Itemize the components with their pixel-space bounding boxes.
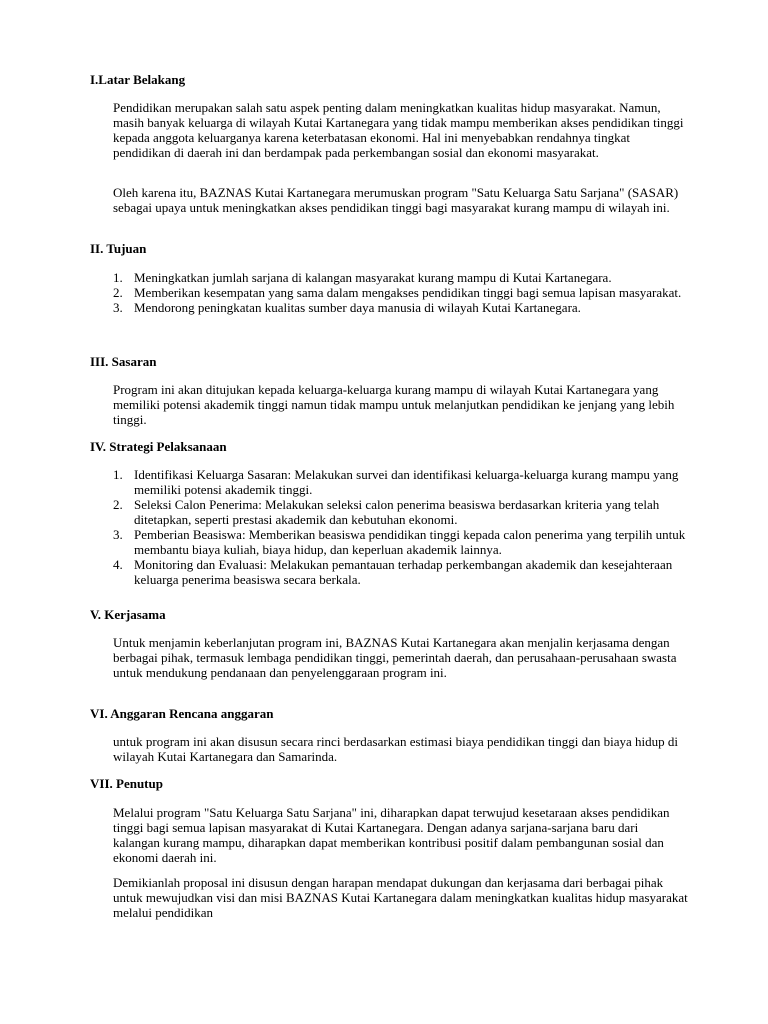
section-heading-kerjasama: V. Kerjasama [90, 607, 166, 622]
section-heading-latar-belakang: I.Latar Belakang [90, 72, 186, 87]
list-item-text: Memberikan kesempatan yang sama dalam mengakses pendidikan tinggi bagi semua lapisan masyarakat. [134, 285, 682, 300]
paragraph-latar-belakang-2: Oleh karena itu, BAZNAS Kutai Kartanegara merumuskan program "Satu Keluarga Satu Sarjana" (SASAR) sebagai upaya untuk meningkatkan akses pendidikan tinggi bagi masyarakat kurang mampu di wilayah ini. [113, 185, 679, 215]
list-item [113, 270, 688, 285]
list-item-text: Monitoring dan Evaluasi: Melakukan pemantauan terhadap perkembangan akademik dan kesejahteraan keluarga penerima beasiswa secara berkala. [134, 557, 673, 587]
list-item [113, 497, 688, 527]
list-number: 3. [113, 300, 123, 315]
list-number: 3. [113, 527, 123, 542]
section-heading-tujuan: II. Tujuan [90, 241, 147, 256]
list-item [113, 285, 688, 300]
list-number: 1. [113, 270, 123, 285]
paragraph-penutup-1: Melalui program "Satu Keluarga Satu Sarjana" ini, diharapkan dapat terwujud kesetaraan akses pendidikan tinggi bagi semua lapisan masyarakat di Kutai Kartanegara. Dengan adanya sarjana-sarjana baru dari kalangan kurang mampu, diharapkan dapat memberikan kontribusi positif dalam pembangunan sosial dan ekonomi daerah ini. [113, 805, 670, 865]
strategi-list [113, 467, 688, 587]
list-number: 2. [113, 497, 123, 512]
paragraph-penutup-2: Demikianlah proposal ini disusun dengan harapan mendapat dukungan dan kerjasama dari berbagai pihak untuk mewujudkan visi dan misi BAZNAS Kutai Kartanegara dalam meningkatkan kualitas hidup masyarakat melalui pendidikan [113, 875, 688, 920]
list-number: 2. [113, 285, 123, 300]
list-number: 4. [113, 557, 123, 572]
section-heading-sasaran: III. Sasaran [90, 354, 157, 369]
list-item-text: Meningkatkan jumlah sarjana di kalangan masyarakat kurang mampu di Kutai Kartanegara. [134, 270, 612, 285]
paragraph-latar-belakang-1: Pendidikan merupakan salah satu aspek penting dalam meningkatkan kualitas hidup masyarakat. Namun, masih banyak keluarga di wilayah Kutai Kartanegara yang tidak mampu memberikan akses pendidikan tinggi kepada anggota keluarganya karena keterbatasan ekonomi. Hal ini menyebabkan rendahnya tingkat pendidikan di daerah ini dan berdampak pada perkembangan sosial dan ekonomi masyarakat. [113, 100, 684, 160]
list-item [113, 300, 688, 315]
list-item-text: Mendorong peningkatan kualitas sumber daya manusia di wilayah Kutai Kartanegara. [134, 300, 581, 315]
list-item [113, 467, 688, 497]
section-heading-strategi-pelaksanaan: IV. Strategi Pelaksanaan [90, 439, 227, 454]
paragraph-anggaran: untuk program ini akan disusun secara rinci berdasarkan estimasi biaya pendidikan tinggi dan biaya hidup di wilayah Kutai Kartanegara dan Samarinda. [113, 734, 678, 764]
section-heading-penutup: VII. Penutup [90, 776, 163, 791]
section-heading-anggaran: VI. Anggaran Rencana anggaran [90, 706, 274, 721]
list-item [113, 527, 688, 557]
list-item-text: Identifikasi Keluarga Sasaran: Melakukan survei dan identifikasi keluarga-keluarga kurang mampu yang memiliki potensi akademik tinggi. [134, 467, 679, 497]
list-item-text: Pemberian Beasiswa: Memberikan beasiswa pendidikan tinggi kepada calon penerima yang terpilih untuk membantu biaya kuliah, biaya hidup, dan keperluan akademik lainnya. [134, 527, 686, 557]
list-item [113, 557, 688, 587]
paragraph-sasaran: Program ini akan ditujukan kepada keluarga-keluarga kurang mampu di wilayah Kutai Kartanegara yang memiliki potensi akademik tinggi namun tidak mampu untuk melanjutkan pendidikan ke jenjang yang lebih tinggi. [113, 382, 675, 427]
tujuan-list [113, 270, 688, 315]
list-number: 1. [113, 467, 123, 482]
paragraph-kerjasama: Untuk menjamin keberlanjutan program ini, BAZNAS Kutai Kartanegara akan menjalin kerjasama dengan berbagai pihak, termasuk lembaga pendidikan tinggi, pemerintah daerah, dan perusahaan-perusahaan swasta untuk mendukung pendanaan dan penyelenggaraan program ini. [113, 635, 677, 680]
list-item-text: Seleksi Calon Penerima: Melakukan seleksi calon penerima beasiswa berdasarkan kriteria yang telah ditetapkan, seperti prestasi akademik dan kebutuhan ekonomi. [134, 497, 660, 527]
